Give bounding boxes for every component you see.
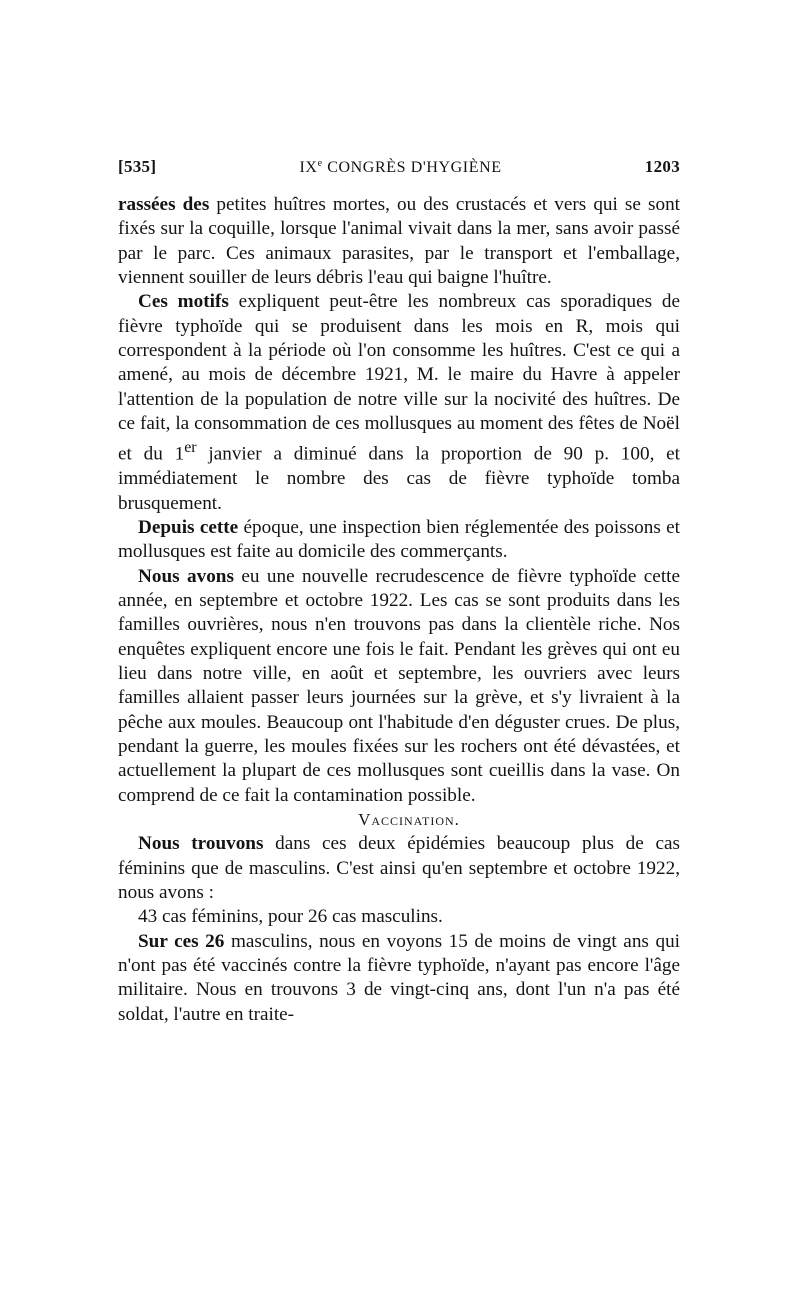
page-reference: [535]	[118, 157, 157, 176]
paragraph-6: 43 cas féminins, pour 26 cas masculins.	[138, 906, 443, 928]
paragraph-lead: Nous avons	[138, 565, 234, 587]
paragraph-1	[118, 193, 680, 290]
paragraph-text: eu une nouvelle recrudescence de fièvre typhoïde cette année, en septembre et octobre 1922. Les cas se sont produits dans les familles ouvrières, nous n'en trouvons pas dans la clientèle riche. Nos enquêtes expliquent encore une fois le fait. Pendant les grèves qui ont eu lieu dans notre ville, en août et septembre, les ouvriers avec leurs familles allaient passer leurs journées sur la grève, et s'y livraient à la pêche aux moules. Beaucoup ont l'habitude d'en déguster crues. De plus, pendant la guerre, les moules fixées sur les rochers ont été dévastées, et actuellement la plupart de ces mollusques sont cueillis dans la vase. On comprend de ce fait la contamination possible.	[118, 565, 681, 806]
paragraph-2	[118, 290, 680, 515]
paragraph-4	[118, 565, 680, 808]
body-text	[118, 193, 680, 1027]
title-rest: CONGRÈS D'HYGIÈNE	[322, 159, 502, 176]
paragraph-lead: Sur ces 26	[138, 930, 225, 952]
paragraph-text: époque, une inspection bien réglementée des poissons et mollusques est faite au domicile des commerçants.	[118, 516, 680, 563]
paragraph-lead: Nous trouvons	[138, 833, 264, 855]
paragraph-lead: Ces motifs	[138, 291, 229, 313]
page-number: 1203	[644, 157, 680, 176]
section-heading: Vaccination.	[358, 809, 460, 829]
paragraph-7	[118, 930, 680, 1027]
ordinal-number: 1	[174, 443, 185, 465]
paragraph-text: masculins, nous en voyons 15 de moins de vingt ans qui n'ont pas été vaccinés contre la fièvre typhoïde, n'ayant pas encore l'âge militaire. Nous en trouvons 3 de vingt-cinq ans, dont l'un n'a pas été soldat, l'autre en traite-	[118, 930, 680, 1025]
title-prefix: IX	[299, 159, 318, 176]
running-header	[118, 157, 680, 177]
paragraph-text: petites huîtres mortes, ou des crustacés et vers qui se sont fixés sur la coquille, lorsque l'animal vivait dans la mer, sans avoir passé par le parc. Ces animaux parasites, par le transport et l'emballage, viennent souiller de leurs débris l'eau qui baigne l'huître.	[118, 194, 680, 289]
paragraph-5	[118, 832, 680, 905]
paragraph-lead: rassées des	[118, 194, 210, 215]
paragraph-lead: Depuis cette	[138, 516, 239, 538]
ordinal-superscript: er	[184, 439, 197, 457]
running-title	[299, 158, 501, 177]
paragraph-text: janvier a diminué dans la proportion de 90 p. 100, et immédiatement le nombre des cas de fièvre typhoïde tomba brusquement.	[118, 443, 680, 514]
paragraph-3	[118, 516, 680, 565]
paragraph-text: dans ces deux épidémies beaucoup plus de cas féminins que de masculins. C'est ainsi qu'en septembre et octobre 1922, nous avons :	[118, 833, 680, 904]
paragraph-text: expliquent peut-être les nombreux cas sporadiques de fièvre typhoïde qui se produisent dans les mois en R, mois qui correspondent à la période où l'on consomme les huîtres. C'est ce qui a amené, au mois de décembre 1921, M. le maire du Havre à appeler l'attention de la population de notre ville sur la nocivité des huîtres. De ce fait, la consommation de ces mollusques au moment des fêtes de Noël et du	[118, 291, 680, 465]
title-superscript: e	[317, 158, 323, 169]
